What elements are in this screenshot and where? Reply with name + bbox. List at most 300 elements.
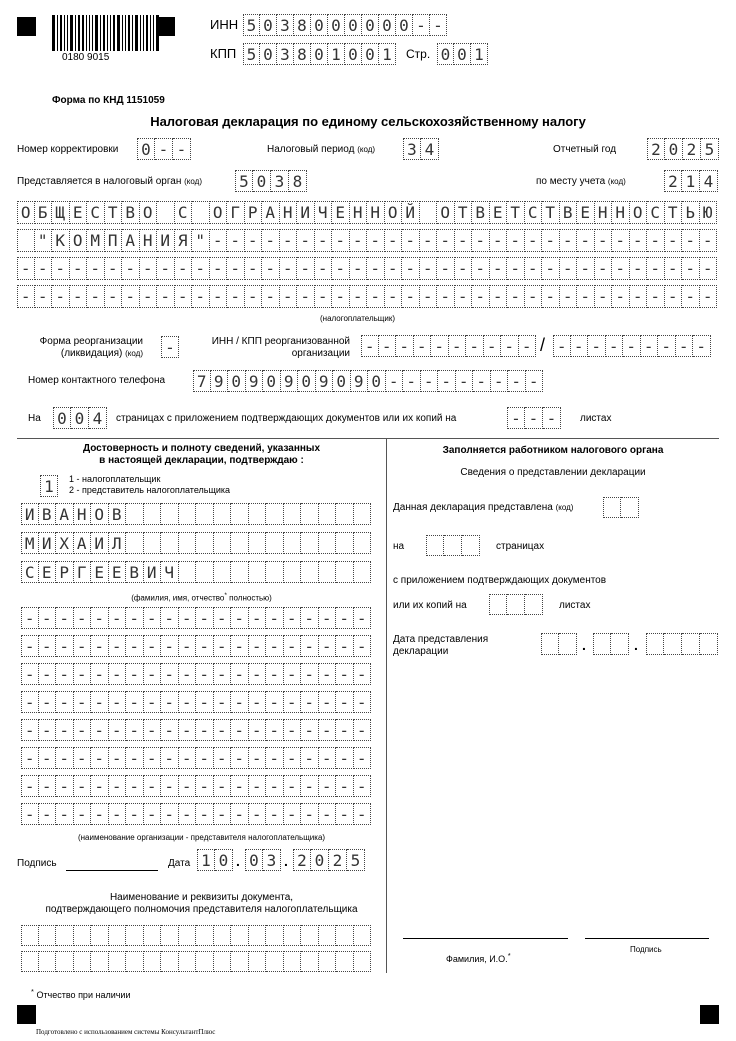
char-cell[interactable]: Н: [612, 201, 630, 224]
char-cell[interactable]: -: [39, 747, 57, 769]
char-cell[interactable]: -: [249, 747, 267, 769]
char-cell[interactable]: -: [438, 370, 456, 392]
char-cell[interactable]: -: [350, 257, 368, 280]
char-cell[interactable]: 9: [246, 370, 264, 392]
char-cell[interactable]: 1: [682, 170, 700, 192]
char-cell[interactable]: Н: [140, 229, 158, 252]
char-cell[interactable]: -: [179, 747, 197, 769]
char-cell[interactable]: -: [39, 607, 57, 629]
char-cell[interactable]: 0: [260, 14, 277, 36]
char-cell[interactable]: -: [319, 663, 337, 685]
char-cell[interactable]: -: [456, 370, 474, 392]
char-cell[interactable]: -: [414, 335, 432, 357]
char-cell[interactable]: -: [262, 285, 280, 308]
char-cell[interactable]: С: [87, 201, 105, 224]
char-cell[interactable]: -: [56, 747, 74, 769]
char-cell[interactable]: Т: [105, 201, 123, 224]
char-cell[interactable]: -: [431, 335, 449, 357]
char-cell[interactable]: [249, 503, 267, 525]
char-cell[interactable]: 0: [362, 14, 379, 36]
char-cell[interactable]: [646, 633, 664, 655]
char-cell[interactable]: -: [214, 691, 232, 713]
char-cell[interactable]: [144, 532, 162, 554]
char-cell[interactable]: -: [354, 635, 372, 657]
place-cells[interactable]: [664, 170, 718, 192]
char-cell[interactable]: Ь: [682, 201, 700, 224]
char-cell[interactable]: [231, 503, 249, 525]
char-cell[interactable]: [74, 951, 92, 972]
char-cell[interactable]: [231, 532, 249, 554]
char-cell[interactable]: -: [525, 407, 543, 429]
char-cell[interactable]: Е: [70, 201, 88, 224]
char-cell[interactable]: [284, 561, 302, 583]
char-cell[interactable]: [266, 561, 284, 583]
char-cell[interactable]: -: [319, 607, 337, 629]
char-cell[interactable]: -: [560, 229, 578, 252]
char-cell[interactable]: Й: [402, 201, 420, 224]
char-cell[interactable]: 0: [260, 43, 277, 65]
char-cell[interactable]: [354, 532, 372, 554]
char-cell[interactable]: -: [319, 803, 337, 825]
char-cell[interactable]: [559, 633, 577, 655]
char-cell[interactable]: [179, 532, 197, 554]
char-cell[interactable]: М: [21, 532, 39, 554]
char-cell[interactable]: [489, 594, 507, 615]
char-cell[interactable]: -: [542, 257, 560, 280]
char-cell[interactable]: -: [126, 719, 144, 741]
char-cell[interactable]: [284, 503, 302, 525]
char-cell[interactable]: -: [192, 285, 210, 308]
char-cell[interactable]: -: [56, 691, 74, 713]
char-cell[interactable]: -: [421, 370, 439, 392]
char-cell[interactable]: 5: [243, 14, 260, 36]
reorg-form-cells[interactable]: [161, 336, 179, 358]
char-cell[interactable]: [266, 951, 284, 972]
char-cell[interactable]: -: [21, 719, 39, 741]
char-cell[interactable]: [161, 532, 179, 554]
char-cell[interactable]: 9: [316, 370, 334, 392]
char-cell[interactable]: О: [70, 229, 88, 252]
char-cell[interactable]: Н: [74, 503, 92, 525]
char-cell[interactable]: -: [402, 285, 420, 308]
char-cell[interactable]: [525, 594, 543, 615]
char-cell[interactable]: -: [227, 285, 245, 308]
char-cell[interactable]: -: [91, 663, 109, 685]
char-cell[interactable]: 0: [311, 43, 328, 65]
char-cell[interactable]: -: [196, 691, 214, 713]
char-cell[interactable]: 8: [294, 43, 311, 65]
char-cell[interactable]: [319, 532, 337, 554]
char-cell[interactable]: В: [122, 201, 140, 224]
char-cell[interactable]: [301, 503, 319, 525]
char-cell[interactable]: -: [284, 775, 302, 797]
char-cell[interactable]: -: [161, 719, 179, 741]
char-cell[interactable]: [301, 561, 319, 583]
char-cell[interactable]: -: [301, 803, 319, 825]
sheets-count-cells[interactable]: [489, 594, 543, 615]
char-cell[interactable]: -: [17, 257, 35, 280]
representative-org-row[interactable]: [21, 691, 371, 713]
char-cell[interactable]: В: [472, 201, 490, 224]
char-cell[interactable]: -: [179, 663, 197, 685]
char-cell[interactable]: -: [196, 803, 214, 825]
char-cell[interactable]: С: [175, 201, 193, 224]
char-cell[interactable]: 0: [345, 14, 362, 36]
char-cell[interactable]: -: [214, 663, 232, 685]
char-cell[interactable]: -: [542, 229, 560, 252]
char-cell[interactable]: Т: [507, 201, 525, 224]
char-cell[interactable]: -: [577, 229, 595, 252]
char-cell[interactable]: -: [161, 803, 179, 825]
char-cell[interactable]: -: [266, 803, 284, 825]
char-cell[interactable]: -: [385, 285, 403, 308]
char-cell[interactable]: К: [52, 229, 70, 252]
char-cell[interactable]: -: [179, 691, 197, 713]
char-cell[interactable]: -: [249, 635, 267, 657]
char-cell[interactable]: -: [354, 719, 372, 741]
char-cell[interactable]: С: [21, 561, 39, 583]
submission-year-cells[interactable]: [646, 633, 718, 655]
char-cell[interactable]: -: [280, 229, 298, 252]
char-cell[interactable]: 0: [53, 407, 71, 429]
char-cell[interactable]: 0: [345, 43, 362, 65]
char-cell[interactable]: -: [144, 747, 162, 769]
char-cell[interactable]: 1: [328, 43, 345, 65]
char-cell[interactable]: [192, 201, 210, 224]
char-cell[interactable]: -: [249, 607, 267, 629]
char-cell[interactable]: 5: [347, 849, 365, 871]
char-cell[interactable]: 5: [243, 43, 260, 65]
char-cell[interactable]: -: [315, 229, 333, 252]
char-cell[interactable]: -: [336, 635, 354, 657]
char-cell[interactable]: -: [332, 257, 350, 280]
char-cell[interactable]: 0: [311, 849, 329, 871]
char-cell[interactable]: -: [56, 663, 74, 685]
char-cell[interactable]: 0: [362, 43, 379, 65]
char-cell[interactable]: [157, 201, 175, 224]
char-cell[interactable]: -: [21, 775, 39, 797]
char-cell[interactable]: -: [74, 803, 92, 825]
char-cell[interactable]: -: [647, 285, 665, 308]
char-cell[interactable]: В: [560, 201, 578, 224]
char-cell[interactable]: -: [144, 663, 162, 685]
char-cell[interactable]: 1: [471, 43, 488, 65]
char-cell[interactable]: П: [105, 229, 123, 252]
char-cell[interactable]: Е: [109, 561, 127, 583]
char-cell[interactable]: -: [52, 285, 70, 308]
char-cell[interactable]: -: [430, 14, 447, 36]
char-cell[interactable]: -: [693, 335, 711, 357]
char-cell[interactable]: -: [21, 691, 39, 713]
char-cell[interactable]: -: [420, 285, 438, 308]
char-cell[interactable]: -: [336, 775, 354, 797]
char-cell[interactable]: -: [109, 607, 127, 629]
char-cell[interactable]: -: [336, 719, 354, 741]
char-cell[interactable]: Г: [227, 201, 245, 224]
char-cell[interactable]: -: [196, 607, 214, 629]
char-cell[interactable]: -: [39, 663, 57, 685]
char-cell[interactable]: -: [179, 607, 197, 629]
char-cell[interactable]: -: [35, 257, 53, 280]
char-cell[interactable]: -: [490, 257, 508, 280]
char-cell[interactable]: -: [109, 635, 127, 657]
char-cell[interactable]: [196, 951, 214, 972]
char-cell[interactable]: -: [161, 747, 179, 769]
char-cell[interactable]: 9: [351, 370, 369, 392]
char-cell[interactable]: -: [144, 635, 162, 657]
char-cell[interactable]: -: [437, 257, 455, 280]
char-cell[interactable]: -: [612, 257, 630, 280]
inn-cells[interactable]: [243, 14, 447, 36]
char-cell[interactable]: -: [472, 257, 490, 280]
char-cell[interactable]: В: [109, 503, 127, 525]
char-cell[interactable]: [74, 925, 92, 946]
char-cell[interactable]: -: [641, 335, 659, 357]
char-cell[interactable]: [621, 497, 639, 518]
char-cell[interactable]: [56, 951, 74, 972]
char-cell[interactable]: -: [262, 257, 280, 280]
char-cell[interactable]: И: [144, 561, 162, 583]
char-cell[interactable]: [336, 532, 354, 554]
char-cell[interactable]: -: [682, 229, 700, 252]
char-cell[interactable]: -: [70, 285, 88, 308]
char-cell[interactable]: -: [266, 747, 284, 769]
char-cell[interactable]: -: [332, 285, 350, 308]
char-cell[interactable]: -: [542, 285, 560, 308]
char-cell[interactable]: [214, 561, 232, 583]
char-cell[interactable]: -: [491, 370, 509, 392]
char-cell[interactable]: -: [87, 285, 105, 308]
char-cell[interactable]: -: [179, 635, 197, 657]
char-cell[interactable]: -: [161, 775, 179, 797]
char-cell[interactable]: [196, 925, 214, 946]
char-cell[interactable]: -: [266, 663, 284, 685]
representative-org-row[interactable]: [21, 803, 371, 825]
char-cell[interactable]: -: [571, 335, 589, 357]
char-cell[interactable]: -: [140, 257, 158, 280]
char-cell[interactable]: -: [91, 607, 109, 629]
char-cell[interactable]: -: [647, 229, 665, 252]
char-cell[interactable]: -: [144, 607, 162, 629]
char-cell[interactable]: [109, 951, 127, 972]
char-cell[interactable]: 0: [298, 370, 316, 392]
char-cell[interactable]: [39, 951, 57, 972]
char-cell[interactable]: -: [144, 775, 162, 797]
char-cell[interactable]: -: [319, 747, 337, 769]
char-cell[interactable]: 4: [89, 407, 107, 429]
char-cell[interactable]: -: [155, 138, 173, 160]
char-cell[interactable]: -: [508, 370, 526, 392]
char-cell[interactable]: -: [301, 747, 319, 769]
char-cell[interactable]: -: [249, 663, 267, 685]
char-cell[interactable]: -: [630, 257, 648, 280]
char-cell[interactable]: [266, 925, 284, 946]
char-cell[interactable]: -: [630, 285, 648, 308]
char-cell[interactable]: Е: [577, 201, 595, 224]
correction-cells[interactable]: [137, 138, 191, 160]
char-cell[interactable]: ": [192, 229, 210, 252]
char-cell[interactable]: 0: [328, 14, 345, 36]
char-cell[interactable]: -: [301, 607, 319, 629]
char-cell[interactable]: -: [231, 803, 249, 825]
char-cell[interactable]: [266, 532, 284, 554]
char-cell[interactable]: -: [105, 257, 123, 280]
char-cell[interactable]: -: [402, 229, 420, 252]
char-cell[interactable]: -: [140, 285, 158, 308]
char-cell[interactable]: И: [297, 201, 315, 224]
char-cell[interactable]: 0: [253, 170, 271, 192]
char-cell[interactable]: -: [74, 663, 92, 685]
char-cell[interactable]: 3: [271, 170, 289, 192]
char-cell[interactable]: [319, 561, 337, 583]
char-cell[interactable]: А: [122, 229, 140, 252]
char-cell[interactable]: -: [284, 607, 302, 629]
char-cell[interactable]: [682, 633, 700, 655]
char-cell[interactable]: -: [507, 285, 525, 308]
char-cell[interactable]: -: [74, 747, 92, 769]
pages-count-cells[interactable]: [426, 535, 480, 556]
char-cell[interactable]: 1: [379, 43, 396, 65]
date-day-cells[interactable]: [197, 849, 233, 871]
char-cell[interactable]: [196, 561, 214, 583]
char-cell[interactable]: -: [74, 635, 92, 657]
representative-org-row[interactable]: [21, 663, 371, 685]
char-cell[interactable]: -: [161, 635, 179, 657]
char-cell[interactable]: -: [490, 229, 508, 252]
char-cell[interactable]: [91, 951, 109, 972]
char-cell[interactable]: -: [196, 635, 214, 657]
char-cell[interactable]: -: [560, 285, 578, 308]
char-cell[interactable]: -: [354, 803, 372, 825]
char-cell[interactable]: -: [109, 663, 127, 685]
char-cell[interactable]: -: [266, 607, 284, 629]
doc-row[interactable]: [21, 925, 371, 946]
char-cell[interactable]: -: [284, 635, 302, 657]
char-cell[interactable]: [426, 535, 444, 556]
char-cell[interactable]: [144, 925, 162, 946]
char-cell[interactable]: [603, 497, 621, 518]
char-cell[interactable]: -: [227, 257, 245, 280]
char-cell[interactable]: -: [56, 803, 74, 825]
char-cell[interactable]: -: [437, 229, 455, 252]
taxpayer-row[interactable]: [17, 285, 717, 308]
char-cell[interactable]: -: [466, 335, 484, 357]
char-cell[interactable]: -: [284, 747, 302, 769]
char-cell[interactable]: С: [525, 201, 543, 224]
submission-month-cells[interactable]: [593, 633, 629, 655]
char-cell[interactable]: -: [588, 335, 606, 357]
char-cell[interactable]: -: [231, 775, 249, 797]
char-cell[interactable]: 5: [701, 138, 719, 160]
char-cell[interactable]: -: [91, 635, 109, 657]
char-cell[interactable]: [161, 951, 179, 972]
char-cell[interactable]: -: [623, 335, 641, 357]
char-cell[interactable]: -: [507, 257, 525, 280]
char-cell[interactable]: -: [606, 335, 624, 357]
char-cell[interactable]: О: [630, 201, 648, 224]
char-cell[interactable]: -: [161, 607, 179, 629]
char-cell[interactable]: -: [630, 229, 648, 252]
char-cell[interactable]: -: [507, 229, 525, 252]
char-cell[interactable]: -: [249, 691, 267, 713]
char-cell[interactable]: -: [21, 663, 39, 685]
char-cell[interactable]: -: [297, 257, 315, 280]
char-cell[interactable]: -: [157, 257, 175, 280]
char-cell[interactable]: -: [501, 335, 519, 357]
char-cell[interactable]: [301, 925, 319, 946]
char-cell[interactable]: Я: [175, 229, 193, 252]
char-cell[interactable]: 0: [665, 138, 683, 160]
char-cell[interactable]: -: [91, 691, 109, 713]
char-cell[interactable]: [196, 532, 214, 554]
char-cell[interactable]: -: [612, 285, 630, 308]
char-cell[interactable]: -: [319, 691, 337, 713]
char-cell[interactable]: -: [595, 229, 613, 252]
char-cell[interactable]: -: [543, 407, 561, 429]
char-cell[interactable]: -: [161, 663, 179, 685]
char-cell[interactable]: -: [665, 285, 683, 308]
char-cell[interactable]: [301, 532, 319, 554]
char-cell[interactable]: -: [367, 285, 385, 308]
char-cell[interactable]: [231, 925, 249, 946]
char-cell[interactable]: -: [249, 719, 267, 741]
char-cell[interactable]: В: [39, 503, 57, 525]
char-cell[interactable]: [354, 951, 372, 972]
char-cell[interactable]: -: [490, 285, 508, 308]
period-cells[interactable]: [403, 138, 439, 160]
char-cell[interactable]: Н: [350, 201, 368, 224]
char-cell[interactable]: [336, 925, 354, 946]
char-cell[interactable]: -: [301, 719, 319, 741]
char-cell[interactable]: [541, 633, 559, 655]
char-cell[interactable]: -: [109, 803, 127, 825]
char-cell[interactable]: [593, 633, 611, 655]
char-cell[interactable]: -: [336, 803, 354, 825]
char-cell[interactable]: -: [21, 747, 39, 769]
taxpayer-row[interactable]: [17, 229, 717, 252]
char-cell[interactable]: Т: [455, 201, 473, 224]
char-cell[interactable]: 0: [311, 14, 328, 36]
char-cell[interactable]: [21, 925, 39, 946]
char-cell[interactable]: [109, 925, 127, 946]
char-cell[interactable]: -: [525, 229, 543, 252]
char-cell[interactable]: -: [525, 257, 543, 280]
char-cell[interactable]: -: [126, 607, 144, 629]
char-cell[interactable]: -: [56, 719, 74, 741]
char-cell[interactable]: [336, 503, 354, 525]
char-cell[interactable]: -: [553, 335, 571, 357]
date-month-cells[interactable]: [245, 849, 281, 871]
representative-org-row[interactable]: [21, 747, 371, 769]
char-cell[interactable]: 5: [235, 170, 253, 192]
char-cell[interactable]: [126, 503, 144, 525]
char-cell[interactable]: -: [109, 719, 127, 741]
char-cell[interactable]: -: [231, 719, 249, 741]
char-cell[interactable]: Т: [665, 201, 683, 224]
char-cell[interactable]: [214, 951, 232, 972]
char-cell[interactable]: [354, 561, 372, 583]
char-cell[interactable]: 3: [403, 138, 421, 160]
char-cell[interactable]: -: [214, 775, 232, 797]
taxpayer-row[interactable]: [17, 201, 717, 224]
char-cell[interactable]: -: [266, 719, 284, 741]
char-cell[interactable]: [214, 503, 232, 525]
char-cell[interactable]: [354, 925, 372, 946]
char-cell[interactable]: -: [354, 607, 372, 629]
representative-org-row[interactable]: [21, 635, 371, 657]
representative-org-row[interactable]: [21, 775, 371, 797]
phone-cells[interactable]: [193, 370, 543, 392]
